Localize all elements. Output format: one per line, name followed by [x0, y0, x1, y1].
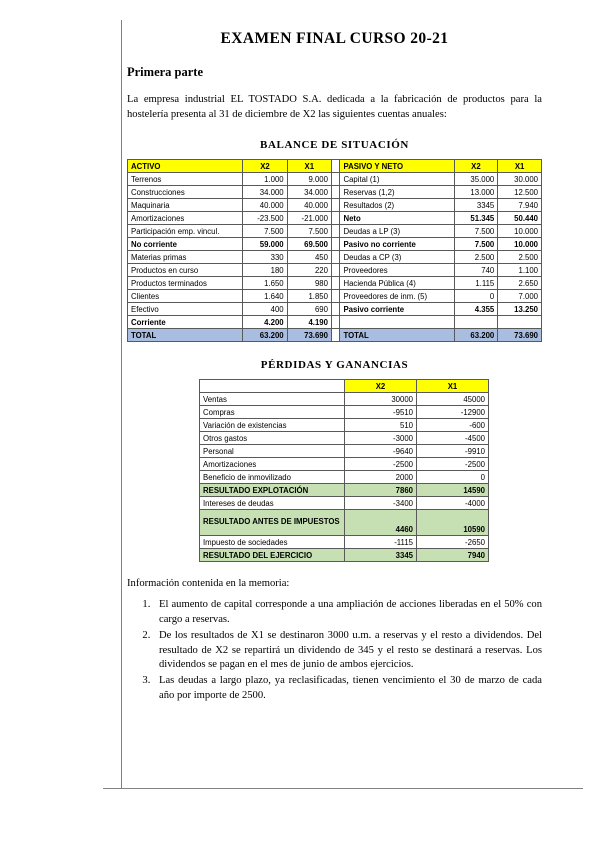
- profit-loss-table: [199, 379, 489, 562]
- liability-label: [340, 316, 454, 329]
- liability-label: Proveedores de inm. (5): [340, 290, 454, 303]
- table-row: [128, 251, 542, 264]
- pl-row-x1: -2650: [417, 536, 489, 549]
- total-liabilities-label: TOTAL: [340, 329, 454, 342]
- liability-x2: [454, 316, 498, 329]
- assets-header-x1: X1: [287, 160, 331, 173]
- pl-row-x2: 4460: [345, 510, 417, 536]
- table-row: [200, 549, 489, 562]
- asset-label: Productos en curso: [128, 264, 243, 277]
- asset-x2: -23.500: [243, 212, 287, 225]
- pl-row-x1: -4000: [417, 497, 489, 510]
- liability-label: Deudas a LP (3): [340, 225, 454, 238]
- table-row: [128, 277, 542, 290]
- asset-label: Corriente: [128, 316, 243, 329]
- liability-x2: 3345: [454, 199, 498, 212]
- table-row: [200, 445, 489, 458]
- table-row: [128, 186, 542, 199]
- column-gap: [331, 264, 339, 277]
- liability-x2: 13.000: [454, 186, 498, 199]
- table-row: [128, 212, 542, 225]
- asset-label: No corriente: [128, 238, 243, 251]
- column-gap: [331, 186, 339, 199]
- pl-corner-cell: [200, 380, 345, 393]
- asset-x1: 220: [287, 264, 331, 277]
- balance-sheet-container: [127, 159, 542, 342]
- pl-header-x1: X1: [417, 380, 489, 393]
- total-assets-x2: 63.200: [243, 329, 287, 342]
- column-gap: [331, 251, 339, 264]
- pl-row-x1: 0: [417, 471, 489, 484]
- asset-x2: 180: [243, 264, 287, 277]
- pl-row-x2: 510: [345, 419, 417, 432]
- pl-row-label: RESULTADO DEL EJERCICIO: [200, 549, 345, 562]
- asset-x1: 690: [287, 303, 331, 316]
- column-gap: [331, 173, 339, 186]
- liability-label: Reservas (1,2): [340, 186, 454, 199]
- liability-x1: 10.000: [498, 225, 542, 238]
- pl-row-x1: -12900: [417, 406, 489, 419]
- pl-row-label: Otros gastos: [200, 432, 345, 445]
- liability-label: Proveedores: [340, 264, 454, 277]
- balance-total-row: [128, 329, 542, 342]
- table-row: [128, 199, 542, 212]
- liability-x1: 50.440: [498, 212, 542, 225]
- pl-row-x1: 7940: [417, 549, 489, 562]
- page-title: EXAMEN FINAL CURSO 20-21: [220, 30, 449, 47]
- pl-row-x2: -2500: [345, 458, 417, 471]
- asset-x1: -21.000: [287, 212, 331, 225]
- table-row: [200, 484, 489, 497]
- total-assets-label: TOTAL: [128, 329, 243, 342]
- list-item: 2. De los resultados de X1 se destinaron 3000 u.m. a reservas y el resto a dividendos. Del resultado de X2 se repartirá un dividendo de 345 y el resto se destinará a reservas. Los dividendos se pagan en el mes de junio de ambos ejercicios.: [153, 629, 542, 673]
- asset-x1: 7.500: [287, 225, 331, 238]
- pl-row-x2: -3400: [345, 497, 417, 510]
- asset-x1: 4.190: [287, 316, 331, 329]
- liability-x2: 51.345: [454, 212, 498, 225]
- asset-label: Clientes: [128, 290, 243, 303]
- liability-x1: 10.000: [498, 238, 542, 251]
- asset-x1: 9.000: [287, 173, 331, 186]
- document-body: [127, 24, 542, 705]
- asset-x2: 1.650: [243, 277, 287, 290]
- table-row: [200, 406, 489, 419]
- liabilities-header-label: PASIVO Y NETO: [340, 160, 454, 173]
- pl-row-label: RESULTADO EXPLOTACIÓN: [200, 484, 345, 497]
- table-row: [128, 264, 542, 277]
- table-row: [200, 393, 489, 406]
- table-row: [128, 290, 542, 303]
- pl-row-x2: -9640: [345, 445, 417, 458]
- pl-row-x1: 45000: [417, 393, 489, 406]
- asset-label: Productos terminados: [128, 277, 243, 290]
- liability-x2: 4.355: [454, 303, 498, 316]
- liability-x1: 7.000: [498, 290, 542, 303]
- pl-row-x1: -4500: [417, 432, 489, 445]
- asset-label: Construcciones: [128, 186, 243, 199]
- profit-loss-title: PÉRDIDAS Y GANANCIAS: [260, 359, 409, 372]
- assets-header-label: ACTIVO: [128, 160, 243, 173]
- table-row: [200, 536, 489, 549]
- column-gap: [331, 316, 339, 329]
- column-gap: [331, 160, 339, 173]
- liability-x2: 740: [454, 264, 498, 277]
- pl-row-label: Beneficio de inmovilizado: [200, 471, 345, 484]
- liability-label: Pasivo corriente: [340, 303, 454, 316]
- table-row: [128, 173, 542, 186]
- liability-label: Deudas a CP (3): [340, 251, 454, 264]
- asset-x1: 450: [287, 251, 331, 264]
- column-gap: [331, 303, 339, 316]
- pl-row-x2: -9510: [345, 406, 417, 419]
- pl-row-x1: -9910: [417, 445, 489, 458]
- asset-label: Maquinaria: [128, 199, 243, 212]
- asset-x2: 1.000: [243, 173, 287, 186]
- asset-label: Materias primas: [128, 251, 243, 264]
- pl-row-x2: 2000: [345, 471, 417, 484]
- pl-row-x1: 10590: [417, 510, 489, 536]
- profit-loss-container: [127, 379, 542, 562]
- profit-loss-header-row: [200, 380, 489, 393]
- liabilities-header-x1: X1: [498, 160, 542, 173]
- memoria-lead: Información contenida en la memoria:: [127, 578, 290, 590]
- asset-label: Efectivo: [128, 303, 243, 316]
- memoria-list: [127, 598, 542, 704]
- intro-paragraph: La empresa industrial EL TOSTADO S.A. dedicada a la fabricación de productos para la hostelería presenta al 31 de diciembre de X2 las siguientes cuentas anuales:: [127, 94, 542, 121]
- asset-x2: 4.200: [243, 316, 287, 329]
- asset-label: Participación emp. vincul.: [128, 225, 243, 238]
- total-liabilities-x2: 63.200: [454, 329, 498, 342]
- liability-label: Pasivo no corriente: [340, 238, 454, 251]
- balance-sheet-table: [127, 159, 542, 342]
- liability-x1: 12.500: [498, 186, 542, 199]
- column-gap: [331, 290, 339, 303]
- liability-x2: 1.115: [454, 277, 498, 290]
- pl-row-x2: 3345: [345, 549, 417, 562]
- pl-row-label: Impuesto de sociedades: [200, 536, 345, 549]
- asset-x1: 69.500: [287, 238, 331, 251]
- liability-x1: 13.250: [498, 303, 542, 316]
- pl-row-x1: 14590: [417, 484, 489, 497]
- column-gap: [331, 329, 339, 342]
- table-row: [200, 510, 489, 536]
- page-bottom-rule: [103, 788, 583, 789]
- liability-x1: 2.500: [498, 251, 542, 264]
- table-row: [200, 419, 489, 432]
- total-assets-x1: 73.690: [287, 329, 331, 342]
- column-gap: [331, 212, 339, 225]
- asset-x2: 330: [243, 251, 287, 264]
- liability-x2: 0: [454, 290, 498, 303]
- liability-label: Hacienda Pública (4): [340, 277, 454, 290]
- liability-x1: 1.100: [498, 264, 542, 277]
- liability-label: Resultados (2): [340, 199, 454, 212]
- asset-x1: 1.850: [287, 290, 331, 303]
- pl-row-label: Compras: [200, 406, 345, 419]
- table-row: [200, 432, 489, 445]
- pl-row-label: Intereses de deudas: [200, 497, 345, 510]
- section-heading: Primera parte: [127, 65, 204, 79]
- liability-x2: 7.500: [454, 238, 498, 251]
- table-row: [128, 225, 542, 238]
- list-item: 3. Las deudas a largo plazo, ya reclasificadas, tienen vencimiento el 30 de marzo de cada año por importe de 2500.: [153, 674, 542, 704]
- asset-x2: 400: [243, 303, 287, 316]
- table-row: [128, 316, 542, 329]
- table-row: [128, 238, 542, 251]
- asset-label: Amortizaciones: [128, 212, 243, 225]
- balance-header-row: [128, 160, 542, 173]
- asset-x1: 980: [287, 277, 331, 290]
- column-gap: [331, 225, 339, 238]
- pl-row-x2: 30000: [345, 393, 417, 406]
- liability-label: Capital (1): [340, 173, 454, 186]
- liability-x2: 35.000: [454, 173, 498, 186]
- asset-x1: 34.000: [287, 186, 331, 199]
- table-row: [200, 497, 489, 510]
- pl-header-x2: X2: [345, 380, 417, 393]
- pl-row-x2: 7860: [345, 484, 417, 497]
- asset-label: Terrenos: [128, 173, 243, 186]
- asset-x2: 59.000: [243, 238, 287, 251]
- liability-label: Neto: [340, 212, 454, 225]
- liability-x1: [498, 316, 542, 329]
- pl-row-x1: -2500: [417, 458, 489, 471]
- balance-sheet-title: BALANCE DE SITUACIÓN: [260, 139, 409, 152]
- liability-x2: 2.500: [454, 251, 498, 264]
- asset-x2: 7.500: [243, 225, 287, 238]
- table-row: [200, 471, 489, 484]
- list-item: 1. El aumento de capital corresponde a una ampliación de acciones liberadas en el 50% con cargo a reservas.: [153, 598, 542, 628]
- column-gap: [331, 238, 339, 251]
- table-row: [200, 458, 489, 471]
- liability-x1: 7.940: [498, 199, 542, 212]
- pl-row-label: Amortizaciones: [200, 458, 345, 471]
- asset-x2: 1.640: [243, 290, 287, 303]
- pl-row-label: Variación de existencias: [200, 419, 345, 432]
- column-gap: [331, 199, 339, 212]
- pl-row-x2: -1115: [345, 536, 417, 549]
- table-row: [128, 303, 542, 316]
- pl-row-label: Ventas: [200, 393, 345, 406]
- assets-header-x2: X2: [243, 160, 287, 173]
- liability-x2: 7.500: [454, 225, 498, 238]
- asset-x2: 34.000: [243, 186, 287, 199]
- asset-x1: 40.000: [287, 199, 331, 212]
- pl-row-label: RESULTADO ANTES DE IMPUESTOS: [200, 510, 345, 536]
- pl-row-x2: -3000: [345, 432, 417, 445]
- liability-x1: 2.650: [498, 277, 542, 290]
- total-liabilities-x1: 73.690: [498, 329, 542, 342]
- column-gap: [331, 277, 339, 290]
- asset-x2: 40.000: [243, 199, 287, 212]
- pl-row-label: Personal: [200, 445, 345, 458]
- liabilities-header-x2: X2: [454, 160, 498, 173]
- liability-x1: 30.000: [498, 173, 542, 186]
- pl-row-x1: -600: [417, 419, 489, 432]
